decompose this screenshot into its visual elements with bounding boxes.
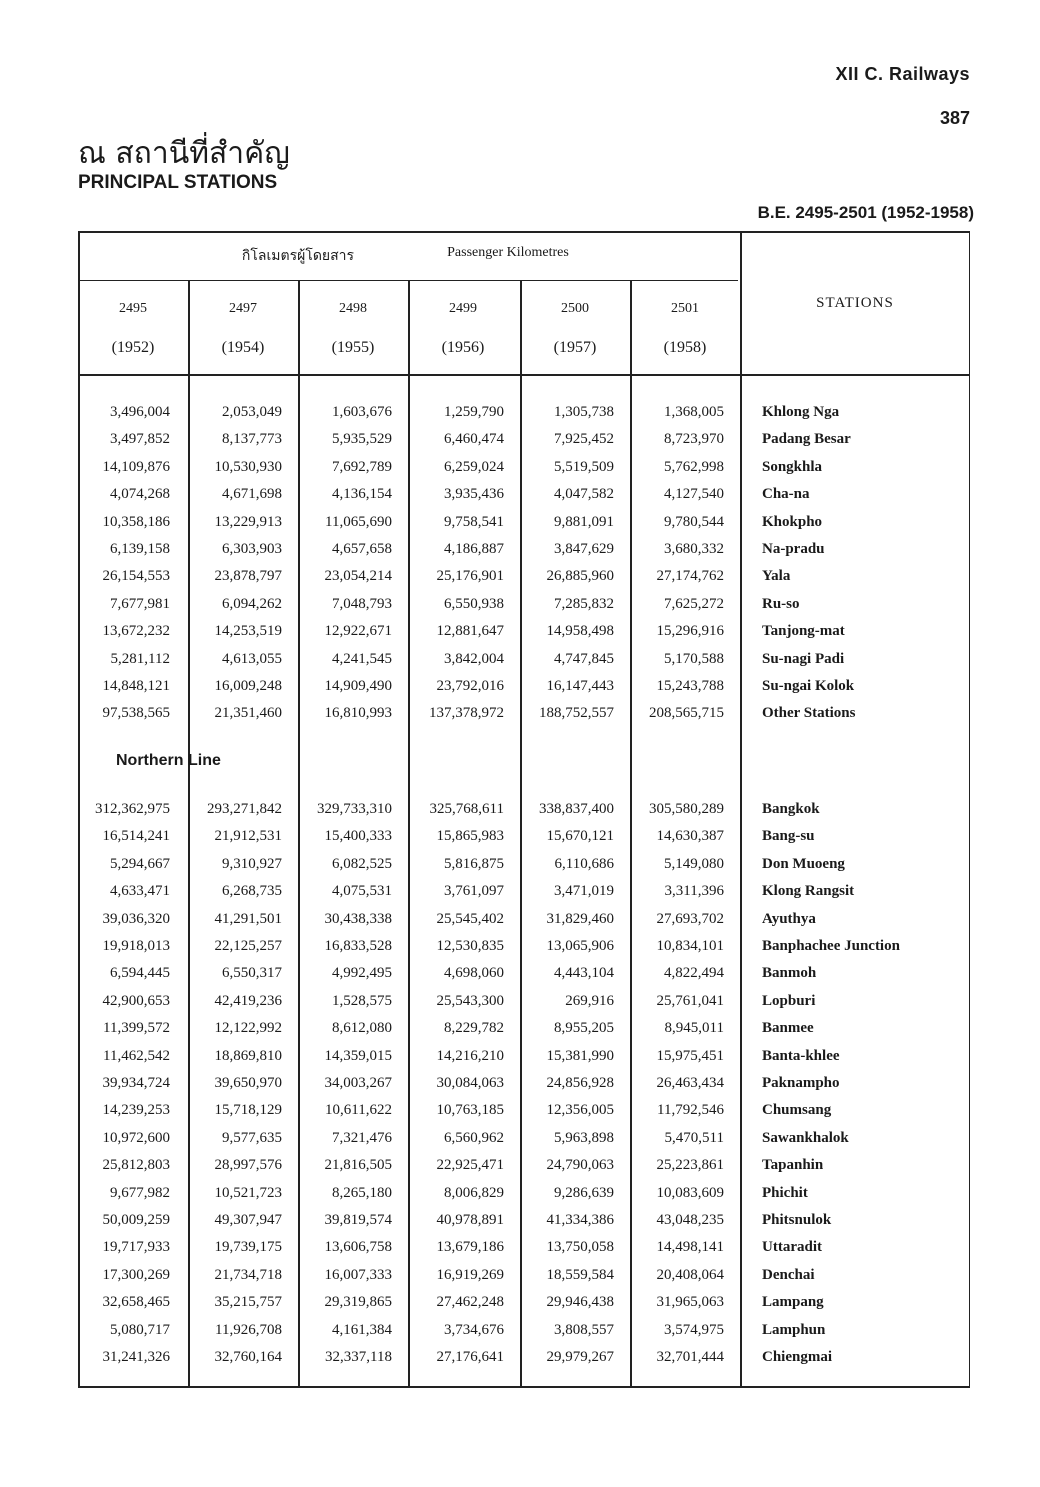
station-name: Songkhla [762, 458, 823, 475]
value-cell: 6,303,903 [222, 541, 282, 557]
value-cell: 3,842,004 [444, 650, 504, 667]
value-cell: 34,003,267 [324, 1075, 392, 1091]
value-cell: 24,856,928 [546, 1075, 614, 1091]
value-cell: 14,909,490 [324, 678, 392, 694]
value-cell: 4,241,545 [332, 650, 392, 667]
station-name: Lampang [762, 1294, 824, 1311]
value-cell: 4,186,887 [444, 541, 504, 557]
value-cell: 30,084,063 [436, 1075, 504, 1091]
table-top-rule [78, 231, 970, 233]
value-cell: 3,847,629 [554, 541, 614, 557]
value-cell: 39,934,724 [102, 1075, 170, 1091]
station-name: Banta-khlee [762, 1047, 840, 1064]
value-cell: 13,065,906 [546, 938, 614, 954]
value-cell: 40,978,891 [436, 1212, 504, 1228]
table-left-border [78, 231, 80, 1388]
value-cell: 16,833,528 [324, 938, 392, 954]
value-cell: 15,381,990 [546, 1047, 614, 1064]
value-cell: 208,565,715 [649, 705, 724, 722]
value-cell: 6,550,317 [222, 965, 282, 982]
value-cell: 24,790,063 [546, 1157, 614, 1174]
value-cell: 31,965,063 [656, 1294, 724, 1311]
value-cell: 25,761,041 [656, 992, 724, 1009]
group-header-thai: กิโลเมตรผู้โดยสาร [241, 248, 355, 264]
value-cell: 97,538,565 [102, 705, 170, 722]
value-cell: 11,926,708 [215, 1321, 282, 1338]
value-cell: 1,305,738 [554, 404, 614, 420]
value-cell: 7,925,452 [554, 431, 614, 448]
value-cell: 39,819,574 [324, 1212, 392, 1228]
value-cell: 12,922,671 [324, 623, 392, 640]
value-cell: 19,918,013 [102, 938, 170, 954]
col-divider [520, 281, 522, 1388]
value-cell: 5,294,667 [110, 855, 170, 872]
value-cell: 32,658,465 [102, 1294, 170, 1311]
value-cell: 8,265,180 [332, 1184, 392, 1201]
value-cell: 5,281,112 [110, 650, 170, 667]
value-cell: 42,900,653 [102, 992, 170, 1009]
value-cell: 269,916 [565, 992, 614, 1009]
value-cell: 14,848,121 [102, 678, 170, 694]
page-title: PRINCIPAL STATIONS [78, 172, 278, 193]
value-cell: 25,176,901 [436, 568, 504, 585]
value-cell: 4,443,104 [554, 965, 614, 982]
value-cell: 11,065,690 [325, 513, 392, 530]
value-cell: 10,834,101 [656, 938, 724, 954]
value-cell: 312,362,975 [95, 801, 170, 817]
col-divider [298, 281, 300, 1388]
value-cell: 329,733,310 [317, 801, 392, 817]
value-cell: 2,053,049 [222, 404, 282, 420]
value-cell: 3,680,332 [664, 541, 724, 557]
value-cell: 19,717,933 [102, 1239, 170, 1256]
year-header-be: 2498 [339, 301, 367, 316]
value-cell: 23,878,797 [214, 568, 282, 585]
value-cell: 9,780,544 [664, 513, 724, 530]
value-cell: 13,229,913 [214, 513, 282, 530]
station-name: Banphachee Junction [762, 938, 900, 954]
station-name: Ayuthya [762, 910, 816, 927]
value-cell: 16,919,269 [436, 1266, 504, 1283]
value-cell: 27,176,641 [436, 1349, 504, 1365]
value-cell: 10,521,723 [214, 1184, 282, 1201]
value-cell: 16,147,443 [546, 678, 614, 694]
value-cell: 1,368,005 [664, 404, 724, 420]
value-cell: 4,747,845 [554, 650, 614, 667]
value-cell: 4,671,698 [222, 486, 282, 503]
value-cell: 15,670,121 [546, 828, 614, 845]
value-cell: 7,677,981 [110, 595, 170, 612]
value-cell: 10,763,185 [436, 1102, 504, 1119]
value-cell: 9,881,091 [554, 513, 614, 530]
value-cell: 15,243,788 [656, 678, 724, 694]
value-cell: 6,259,024 [444, 458, 504, 475]
value-cell: 21,734,718 [214, 1266, 282, 1283]
col-divider [188, 281, 190, 1388]
value-cell: 16,514,241 [102, 828, 170, 845]
value-cell: 13,679,186 [436, 1239, 504, 1256]
station-name: Chiengmai [762, 1349, 833, 1365]
value-cell: 16,810,993 [324, 705, 392, 722]
value-cell: 5,519,509 [554, 458, 614, 475]
value-cell: 1,259,790 [444, 404, 504, 420]
value-cell: 26,154,553 [102, 568, 170, 585]
value-cell: 3,574,975 [664, 1321, 724, 1338]
value-cell: 325,768,611 [429, 801, 504, 817]
value-cell: 6,094,262 [222, 595, 282, 612]
value-cell: 7,285,832 [554, 595, 614, 612]
group-header: Passenger Kilometres [447, 245, 569, 260]
value-cell: 29,979,267 [546, 1349, 614, 1365]
value-cell: 3,761,097 [444, 883, 504, 900]
station-name: Don Muoeng [762, 855, 845, 872]
value-cell: 8,723,970 [664, 431, 724, 448]
station-name: Banmoh [762, 965, 817, 982]
value-cell: 6,460,474 [444, 431, 504, 448]
value-cell: 12,881,647 [436, 623, 504, 640]
value-cell: 14,630,387 [656, 828, 724, 845]
station-name: Na-pradu [762, 541, 825, 557]
value-cell: 39,650,970 [214, 1075, 282, 1091]
value-cell: 8,612,080 [332, 1020, 392, 1037]
value-cell: 10,611,622 [325, 1102, 392, 1119]
value-cell: 4,074,268 [110, 486, 170, 503]
value-cell: 11,462,542 [103, 1047, 170, 1064]
value-cell: 14,253,519 [214, 623, 282, 640]
page-number: 387 [939, 108, 970, 128]
value-cell: 3,471,019 [554, 883, 614, 900]
value-cell: 1,603,676 [332, 404, 392, 420]
value-cell: 22,125,257 [214, 938, 282, 954]
value-cell: 188,752,557 [539, 705, 614, 722]
value-cell: 32,760,164 [214, 1349, 282, 1365]
value-cell: 8,945,011 [664, 1020, 724, 1037]
value-cell: 32,701,444 [656, 1349, 724, 1365]
station-name: Phitsnulok [762, 1212, 832, 1228]
value-cell: 3,935,436 [444, 486, 504, 503]
station-name: Tanjong-mat [762, 623, 845, 640]
station-name: Tapanhin [762, 1157, 824, 1174]
value-cell: 3,311,396 [664, 883, 724, 900]
value-cell: 41,291,501 [214, 910, 282, 927]
station-name: Phichit [762, 1184, 808, 1201]
value-cell: 9,758,541 [444, 513, 504, 530]
value-cell: 43,048,235 [656, 1212, 724, 1228]
value-cell: 5,170,588 [664, 650, 724, 667]
value-cell: 7,625,272 [664, 595, 724, 612]
value-cell: 10,530,930 [214, 458, 282, 475]
value-cell: 5,080,717 [110, 1321, 170, 1338]
value-cell: 6,139,158 [110, 541, 170, 557]
value-cell: 14,359,015 [324, 1047, 392, 1064]
header-bottom-rule [78, 374, 970, 376]
table-bottom-rule [78, 1386, 970, 1388]
value-cell: 49,307,947 [214, 1212, 282, 1228]
value-cell: 338,837,400 [539, 801, 614, 817]
station-name: Su-ngai Kolok [762, 678, 855, 694]
year-header-be: 2497 [229, 301, 257, 316]
station-name: Chumsang [762, 1102, 832, 1119]
station-name: Lopburi [762, 992, 816, 1009]
station-name: Bang-su [762, 828, 815, 845]
value-cell: 6,082,525 [332, 855, 392, 872]
value-cell: 12,122,992 [214, 1020, 282, 1037]
value-cell: 4,161,384 [332, 1321, 392, 1338]
value-cell: 15,718,129 [214, 1102, 282, 1119]
value-cell: 15,865,983 [436, 828, 504, 845]
value-cell: 13,750,058 [546, 1239, 614, 1256]
value-cell: 3,808,557 [554, 1321, 614, 1338]
station-name: Bangkok [762, 801, 820, 817]
station-name: Paknampho [762, 1075, 840, 1091]
station-name: Yala [762, 568, 791, 585]
value-cell: 18,869,810 [214, 1047, 282, 1064]
value-cell: 7,048,793 [332, 595, 392, 612]
value-cell: 26,463,434 [656, 1075, 724, 1091]
value-cell: 11,399,572 [103, 1020, 170, 1037]
value-cell: 13,606,758 [324, 1239, 392, 1256]
value-cell: 4,047,582 [554, 486, 614, 503]
value-cell: 5,963,898 [554, 1129, 614, 1146]
value-cell: 4,136,154 [332, 486, 392, 503]
value-cell: 4,657,658 [332, 541, 392, 557]
value-cell: 32,337,118 [325, 1349, 392, 1365]
value-cell: 4,822,494 [664, 965, 724, 982]
table-right-border [969, 231, 971, 1388]
station-name: Ru-so [762, 595, 800, 612]
station-name: Banmee [762, 1020, 814, 1037]
value-cell: 25,223,861 [656, 1157, 724, 1174]
value-cell: 5,762,998 [664, 458, 724, 475]
station-name: Cha-na [762, 486, 810, 503]
value-cell: 5,935,529 [332, 431, 392, 448]
year-header-ce: (1956) [441, 339, 485, 356]
passenger-km-table [78, 231, 970, 1388]
page-title-thai: ณ สถานีที่สำคัญ [78, 136, 290, 171]
value-cell: 8,955,205 [554, 1020, 614, 1037]
value-cell: 27,462,248 [436, 1294, 504, 1311]
value-cell: 8,137,773 [222, 431, 282, 448]
value-cell: 25,543,300 [436, 992, 504, 1009]
value-cell: 27,693,702 [656, 910, 724, 927]
section-label: XII C. Railways [835, 64, 970, 84]
value-cell: 29,946,438 [546, 1294, 614, 1311]
station-name: Uttaradit [762, 1239, 822, 1256]
value-cell: 14,498,141 [656, 1239, 724, 1256]
station-name: Khokpho [762, 513, 823, 530]
value-cell: 41,334,386 [546, 1212, 614, 1228]
value-cell: 8,229,782 [444, 1020, 504, 1037]
value-cell: 21,351,460 [214, 705, 282, 722]
value-cell: 15,296,916 [656, 623, 724, 640]
col-divider [408, 281, 410, 1388]
value-cell: 14,216,210 [436, 1047, 504, 1064]
col-divider [630, 281, 632, 1388]
period-label: B.E. 2495-2501 (1952-1958) [757, 203, 974, 222]
value-cell: 12,356,005 [546, 1102, 614, 1119]
station-name: Su-nagi Padi [762, 650, 845, 667]
value-cell: 22,925,471 [436, 1157, 504, 1174]
value-cell: 29,319,865 [324, 1294, 392, 1311]
stations-header: STATIONS [816, 295, 894, 311]
value-cell: 35,215,757 [214, 1294, 282, 1311]
value-cell: 50,009,259 [102, 1212, 170, 1228]
value-cell: 8,006,829 [444, 1184, 504, 1201]
value-cell: 13,672,232 [102, 623, 170, 640]
value-cell: 3,496,004 [110, 404, 170, 420]
value-cell: 15,975,451 [656, 1047, 724, 1064]
station-name: Klong Rangsit [762, 883, 855, 900]
value-cell: 6,560,962 [444, 1129, 504, 1146]
value-cell: 137,378,972 [429, 705, 504, 722]
value-cell: 5,470,511 [664, 1129, 724, 1146]
value-cell: 9,577,635 [222, 1129, 282, 1146]
value-cell: 20,408,064 [656, 1266, 724, 1283]
value-cell: 25,545,402 [436, 910, 504, 927]
value-cell: 16,009,248 [214, 678, 282, 694]
value-cell: 9,310,927 [222, 855, 282, 872]
year-header-ce: (1952) [111, 339, 155, 356]
value-cell: 11,792,546 [657, 1102, 724, 1119]
value-cell: 4,075,531 [332, 883, 392, 900]
value-cell: 16,007,333 [324, 1266, 392, 1283]
value-cell: 10,358,186 [102, 513, 170, 530]
value-cell: 18,559,584 [546, 1266, 614, 1283]
value-cell: 14,109,876 [102, 458, 170, 475]
stations-divider [740, 231, 742, 1388]
value-cell: 39,036,320 [102, 910, 170, 927]
value-cell: 3,734,676 [444, 1321, 504, 1338]
value-cell: 4,613,055 [222, 650, 282, 667]
value-cell: 28,997,576 [214, 1157, 282, 1174]
station-name: Denchai [762, 1266, 815, 1283]
station-name: Other Stations [762, 705, 856, 722]
value-cell: 7,692,789 [332, 458, 392, 475]
station-name: Padang Besar [762, 431, 851, 448]
value-cell: 10,083,609 [656, 1184, 724, 1201]
value-cell: 12,530,835 [436, 938, 504, 954]
year-header-be: 2500 [561, 301, 589, 316]
value-cell: 6,594,445 [110, 965, 170, 982]
value-cell: 30,438,338 [324, 910, 392, 927]
value-cell: 6,268,735 [222, 883, 282, 900]
value-cell: 10,972,600 [102, 1129, 170, 1146]
value-cell: 5,149,080 [664, 855, 724, 872]
year-header-ce: (1957) [553, 339, 597, 356]
year-header-be: 2495 [119, 301, 147, 316]
value-cell: 293,271,842 [207, 801, 282, 817]
value-cell: 3,497,852 [110, 431, 170, 448]
value-cell: 305,580,289 [649, 801, 724, 817]
value-cell: 7,321,476 [332, 1129, 392, 1146]
value-cell: 26,885,960 [546, 568, 614, 585]
value-cell: 4,698,060 [444, 965, 504, 982]
value-cell: 9,677,982 [110, 1184, 170, 1201]
value-cell: 6,550,938 [444, 595, 504, 612]
year-header-ce: (1955) [331, 339, 375, 356]
station-name: Sawankhalok [762, 1129, 849, 1146]
value-cell: 17,300,269 [102, 1266, 170, 1283]
value-cell: 21,816,505 [324, 1157, 392, 1174]
value-cell: 27,174,762 [656, 568, 724, 585]
value-cell: 21,912,531 [214, 828, 282, 845]
value-cell: 4,633,471 [110, 883, 170, 900]
value-cell: 19,739,175 [214, 1239, 282, 1256]
year-header-be: 2501 [671, 301, 699, 316]
value-cell: 6,110,686 [554, 855, 614, 872]
value-cell: 1,528,575 [332, 992, 392, 1009]
value-cell: 14,958,498 [546, 623, 614, 640]
value-cell: 31,241,326 [102, 1349, 170, 1365]
section-heading: Northern Line [116, 752, 221, 769]
value-cell: 4,127,540 [664, 486, 724, 503]
year-header-ce: (1954) [221, 339, 265, 356]
value-cell: 42,419,236 [214, 992, 282, 1009]
station-name: Khlong Nga [762, 404, 840, 420]
year-header-ce: (1958) [663, 339, 707, 356]
value-cell: 23,792,016 [436, 678, 504, 694]
value-cell: 31,829,460 [546, 910, 614, 927]
value-cell: 15,400,333 [324, 828, 392, 845]
station-name: Lamphun [762, 1321, 826, 1338]
value-cell: 9,286,639 [554, 1184, 614, 1201]
value-cell: 23,054,214 [324, 568, 392, 585]
value-cell: 25,812,803 [102, 1157, 170, 1174]
value-cell: 5,816,875 [444, 855, 504, 872]
value-cell: 4,992,495 [332, 965, 392, 982]
year-header-be: 2499 [449, 301, 477, 316]
value-cell: 14,239,253 [102, 1102, 170, 1119]
